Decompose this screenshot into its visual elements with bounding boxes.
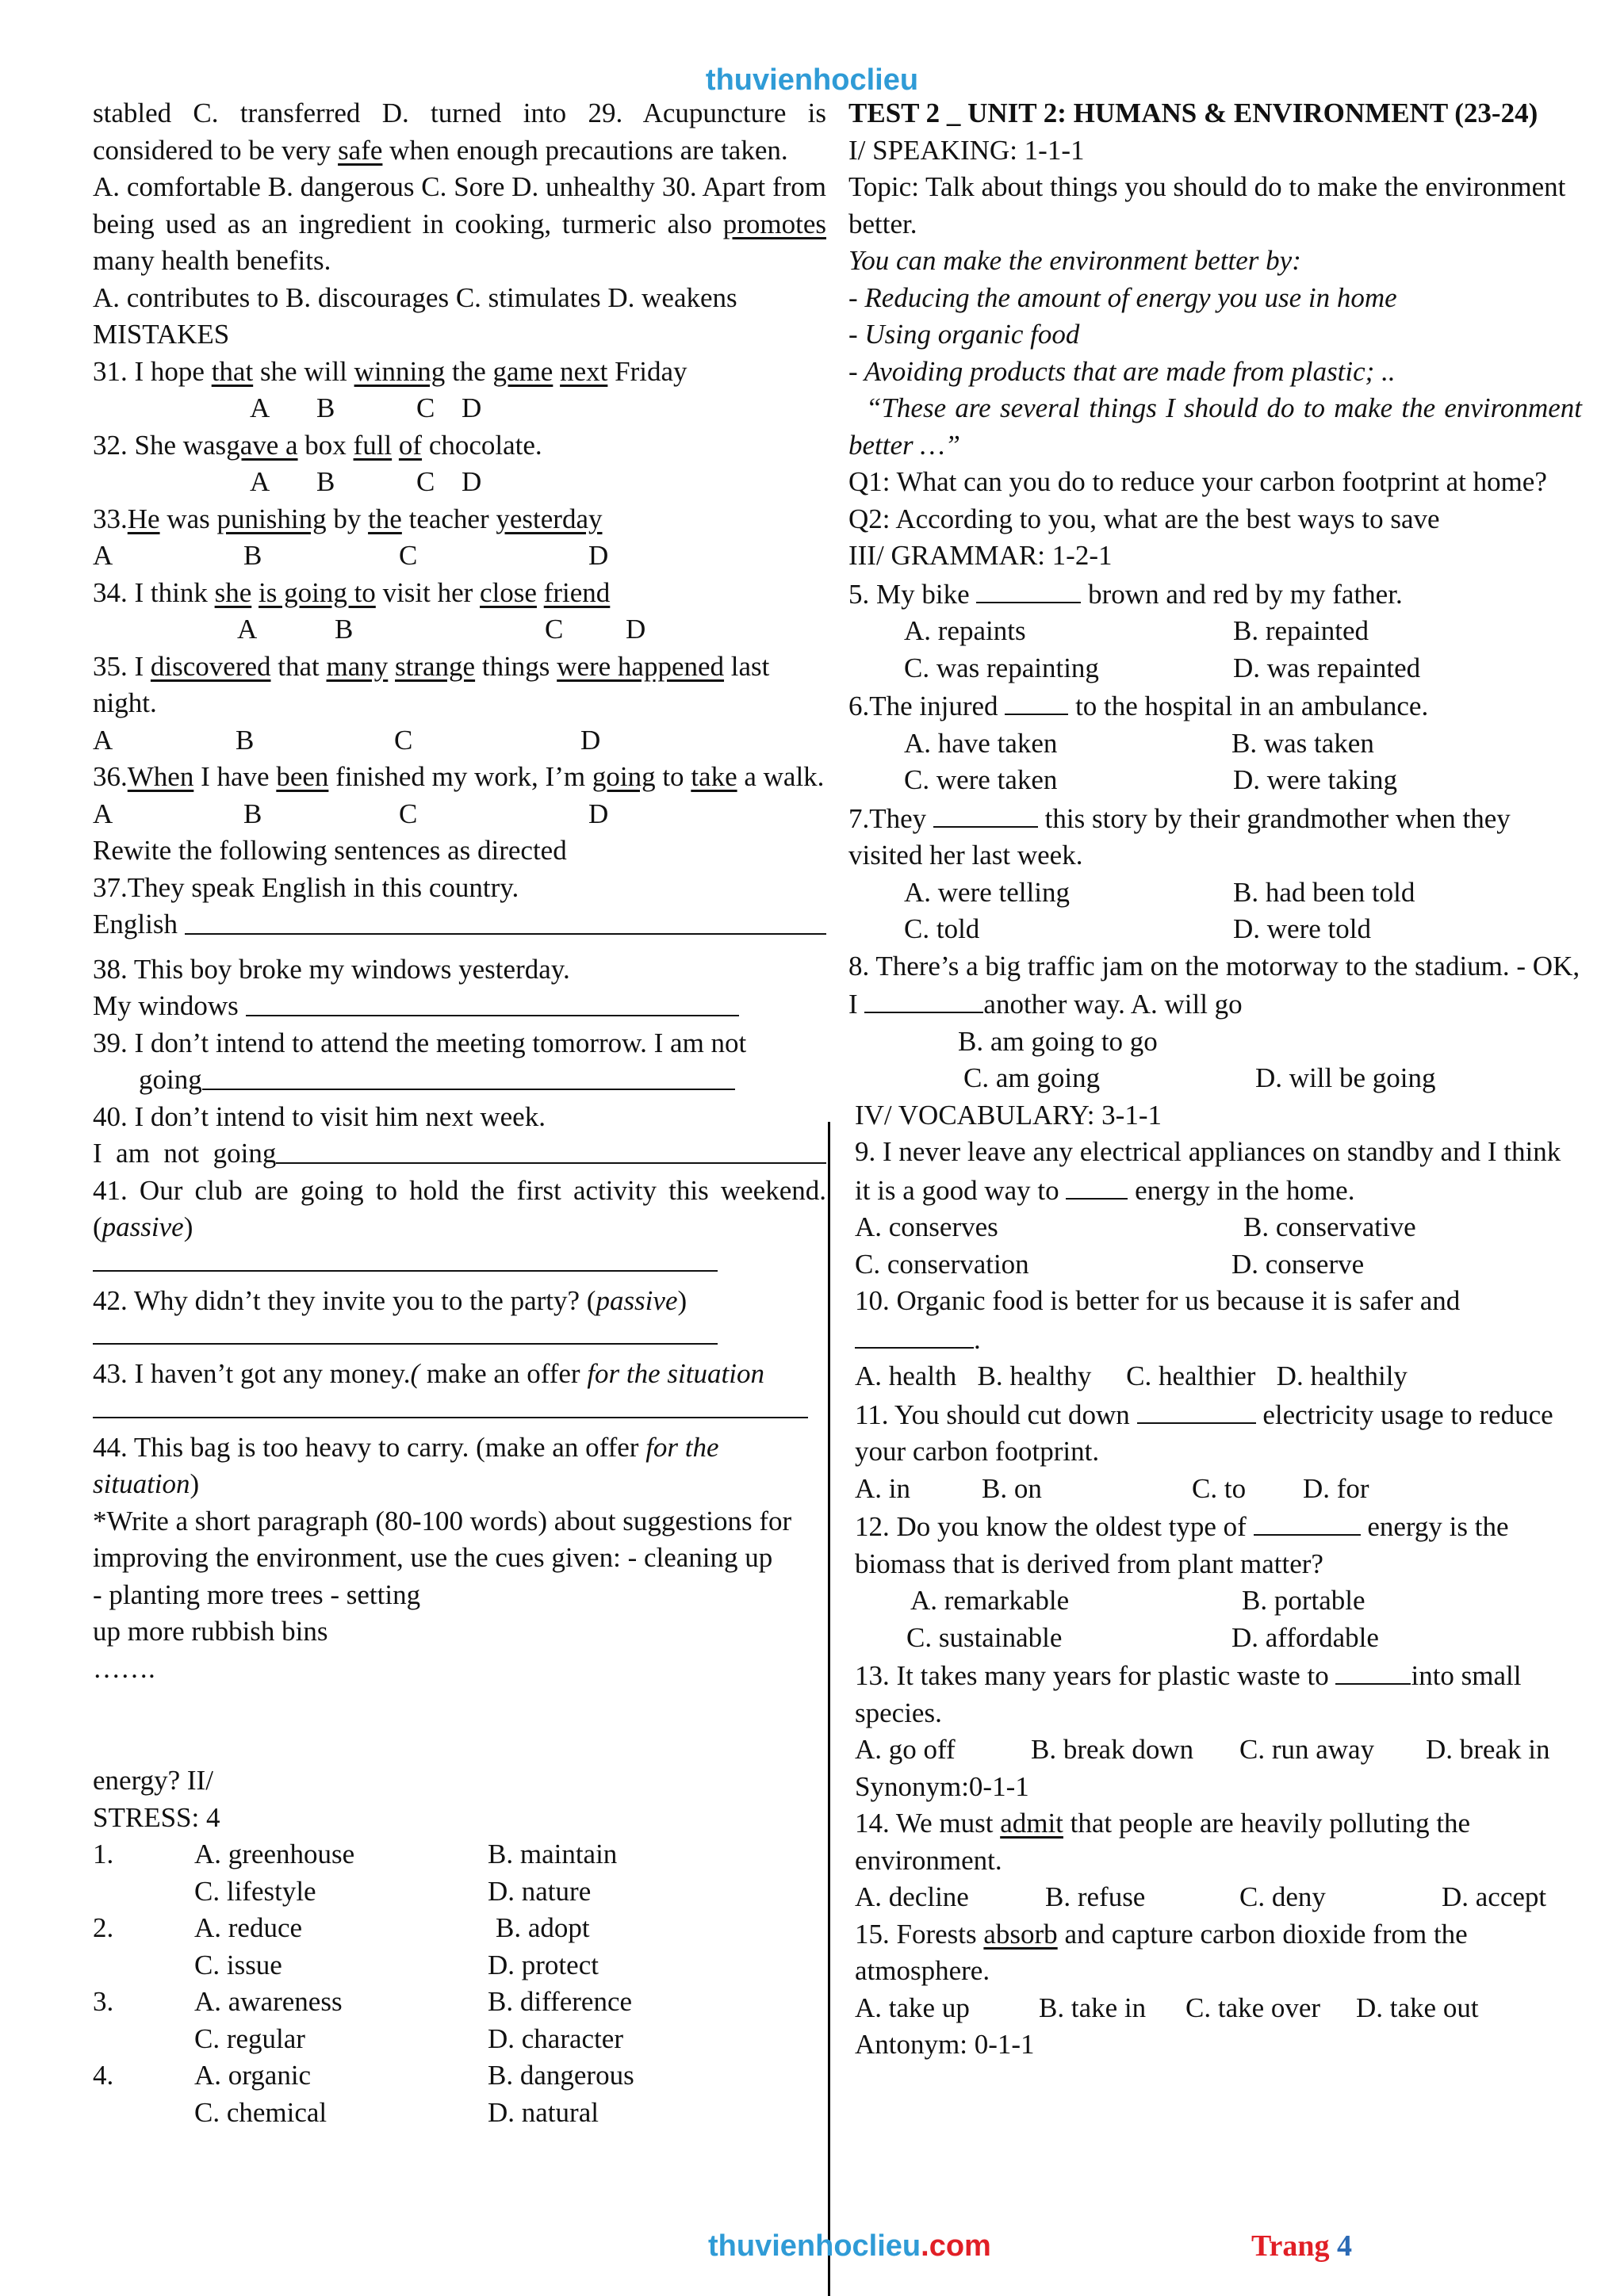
answer-38-line[interactable] [246,988,739,1016]
question-31: 31. I hope that she will winning the game next Friday [93,355,688,387]
q14-options: A. decline B. refuse C. deny D. accept [855,1881,1547,1912]
question-36: 36.When I have been finished my work, I’m going to take a walk. [93,761,825,792]
speaking-intro: You can make the environment better by: [848,245,1301,276]
mistakes-heading: MISTAKES [93,319,230,350]
q10-options: A. health B. healthy C. healthier D. healthily [855,1360,1408,1391]
writing-cue-3: up more rubbish bins [93,1616,328,1647]
vocab-q9: 9. I never leave any electrical appliances on standby and I think it is a good way to energy in the home. [855,1136,1561,1206]
synonym-heading: Synonym:0-1-1 [855,1770,1029,1802]
question-44: 44. This bag is too heavy to carry. (make an offer for the situation) [93,1431,719,1499]
q9-options-row1: A. conserves B. conservative [855,1211,1416,1242]
antonym-heading: Antonym: 0-1-1 [855,2029,1035,2060]
q7-options-row2: C. told D. were told [904,913,1371,944]
q5-options-row1: A. repaints B. repainted [904,615,1369,646]
question-33-letters: A B C D [93,540,609,571]
q12-blank[interactable] [1254,1507,1361,1536]
q7-options-row1: A. were telling B. had been told [904,876,1415,908]
q9-blank[interactable] [1066,1171,1128,1200]
speaking-bullet-1: - Reducing the amount of energy you use in home [848,281,1397,313]
question-35-letters: A B C D [93,724,601,756]
q7-blank[interactable] [933,799,1038,828]
grammar-q7: 7.They this story by their grandmother when they visited her last week. [848,799,1582,874]
grammar-q8: 8. There’s a big traffic jam on the motorway to the stadium. - OK, I another way. A. will go [848,950,1580,1020]
writing-task: *Write a short paragraph (80-100 words) about suggestions for improving the environment, use the cues given: - cleaning up [93,1505,792,1573]
grammar-q6: 6.The injured to the hospital in an ambulance. [848,687,1582,725]
grammar-q5: 5. My bike brown and red by my father. [848,575,1582,614]
question-30-options: A. contributes to B. discourages C. stimulates D. weakens [93,281,737,313]
vocab-q13: 13. It takes many years for plastic waste to into small species. [855,1656,1582,1732]
q13-options: A. go off B. break down C. run away D. break in [855,1734,1550,1765]
question-31-letters: A B C D [250,392,482,423]
test-title: TEST 2 _ UNIT 2: HUMANS & ENVIRONMENT (23-24) [848,98,1538,128]
q12-options-row1: A. remarkable B. portable [910,1585,1365,1616]
stress-question-1: 1. A. greenhouse B. maintain C. lifestyle D. nature [93,1839,618,1907]
question-43: 43. I haven’t got any money.( make an offer for the situation [93,1358,764,1389]
q11-blank[interactable] [1137,1395,1256,1424]
speaking-bullet-3: - Avoiding products that are made from plastic; .. [848,355,1396,387]
q5-blank[interactable] [976,575,1081,603]
rewrite-heading: Rewite the following sentences as directed [93,835,567,866]
q13-blank[interactable] [1335,1656,1411,1685]
vocab-q12: 12. Do you know the oldest type of energy is the biomass that is derived from plant matter? [855,1507,1582,1582]
question-32: 32. She wasgave a box full of chocolate. [93,429,542,461]
column-divider [828,1122,830,2296]
speaking-bullet-2: - Using organic food [848,319,1080,350]
stress-question-2: 2. A. reduce B. adopt C. issue D. protect [93,1912,599,1980]
question-36-letters: A B C D [93,798,609,829]
answer-38: My windows [93,988,739,1025]
page-number: Trang 4 [1251,2229,1353,2263]
q11-options: A. in B. on C. to D. for [855,1472,1369,1504]
answer-41-line[interactable] [93,1246,718,1272]
question-37: 37.They speak English in this country. [93,871,519,903]
q15-options: A. take up B. take in C. take over D. take out [855,1992,1479,2023]
vocab-q15: 15. Forests absorb and capture carbon dioxide from the atmosphere. [855,1918,1468,1986]
q12-options-row2: C. sustainable D. affordable [906,1621,1379,1653]
speaking-heading: I/ SPEAKING: 1-1-1 [848,134,1085,166]
question-39: 39. I don’t intend to attend the meeting tomorrow. I am not [93,1027,747,1058]
writing-ellipsis: ……. [93,1652,155,1684]
vocab-q10: 10. Organic food is better for us because it is safer and . [855,1285,1461,1355]
left-column [93,95,826,2131]
right-column [848,95,1582,2064]
writing-cue-2: - planting more trees - setting [93,1578,421,1610]
question-34: 34. I think she is going to visit her close friend [93,576,611,608]
question-28-29: stabled C. transferred D. turned into 29. Acupuncture is considered to be very safe when enough precautions are taken. [93,98,826,166]
q8-option-b: B. am going to go [958,1025,1158,1057]
question-34-letters: A B C D [237,614,646,645]
vocabulary-heading: IV/ VOCABULARY: 3-1-1 [855,1099,1162,1131]
question-33: 33.He was punishing by the teacher yesterday [93,503,603,534]
answer-40-line[interactable] [276,1135,826,1164]
answer-42-line[interactable] [93,1319,718,1345]
vocab-q14: 14. We must admit that people are heavily polluting the environment. [855,1808,1471,1876]
vocab-q11: 11. You should cut down electricity usage to reduce your carbon footprint. [855,1395,1582,1471]
question-32-letters: A B C D [250,466,482,497]
question-30: A. comfortable B. dangerous C. Sore D. unhealthy 30. Apart from being used as an ingredient in cooking, turmeric also promotes many health benefits. [93,171,826,276]
energy-overflow-text: energy? II/ [93,1765,213,1796]
stress-heading: STRESS: 4 [93,1801,220,1833]
answer-40: I am not going [93,1135,826,1173]
question-40: 40. I don’t intend to visit him next week. [93,1100,546,1132]
site-logo-bottom: thuvienhoclieu.com [708,2229,991,2263]
q6-options-row2: C. were taken D. were taking [904,764,1398,795]
q5-options-row2: C. was repainting D. was repainted [904,652,1421,683]
answer-37-line[interactable] [185,906,826,935]
question-35: 35. I discovered that many strange things were happened last night. [93,650,770,718]
q8-options-cd: C. am going D. will be going [963,1062,1436,1093]
speaking-q1: Q1: What can you do to reduce your carbon footprint at home? [848,466,1547,497]
q10-blank[interactable] [855,1320,974,1349]
q6-blank[interactable] [1005,687,1068,715]
q6-options-row1: A. have taken B. was taken [904,727,1374,759]
speaking-q2: Q2: According to you, what are the best ways to save [848,503,1440,534]
speaking-quote: “These are several things I should do to make the environment better …” [848,392,1582,461]
site-logo-top: thuvienhoclieu [705,63,919,97]
stress-question-4: 4. A. organic B. dangerous C. chemical D. natural [93,2060,634,2128]
q9-options-row2: C. conservation D. conserve [855,1248,1365,1280]
grammar-heading: III/ GRAMMAR: 1-2-1 [848,540,1113,571]
answer-43-line[interactable] [93,1393,808,1418]
answer-39: going [93,1062,735,1099]
q8-blank[interactable] [864,985,983,1013]
question-38: 38. This boy broke my windows yesterday. [93,953,570,985]
stress-question-3: 3. A. awareness B. difference C. regular D. character [93,1986,633,2054]
answer-37: English [93,906,826,943]
question-41: 41. Our club are going to hold the first activity this weekend. (passive) [93,1174,826,1242]
answer-39-line[interactable] [202,1062,735,1090]
speaking-topic: Topic: Talk about things you should do to make the environment better. [848,171,1566,239]
question-42: 42. Why didn’t they invite you to the party? (passive) [93,1284,688,1316]
